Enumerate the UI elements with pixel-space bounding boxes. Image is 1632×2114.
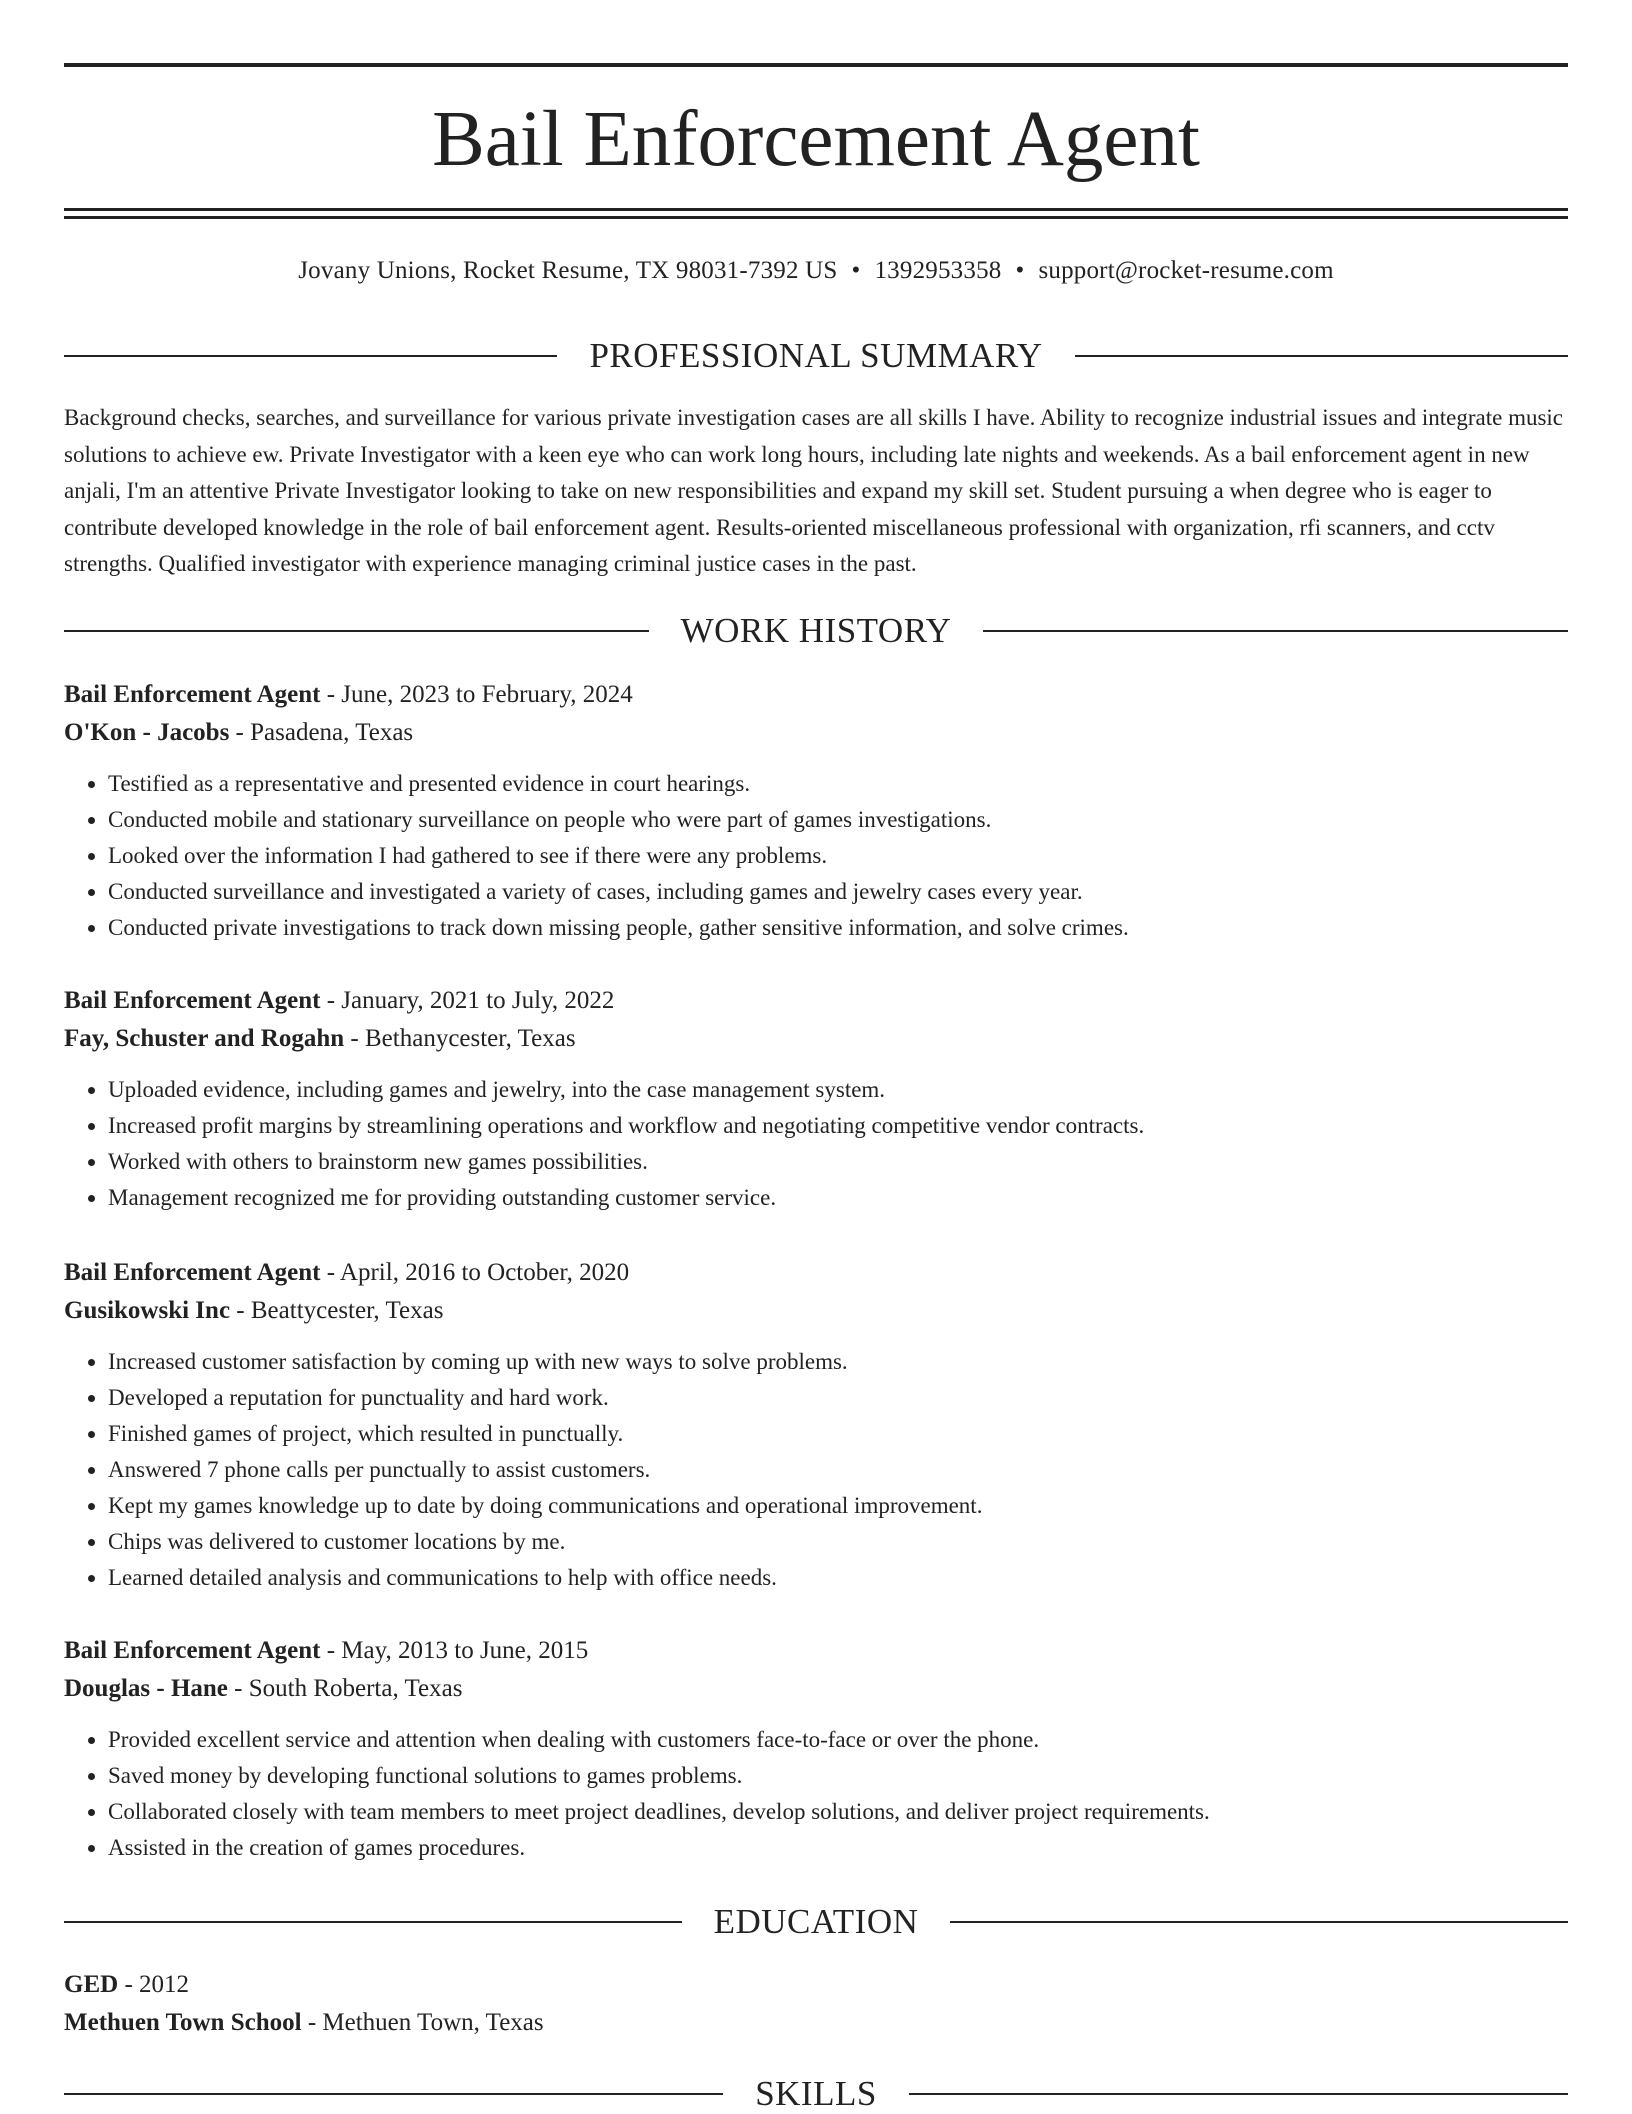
- job-company-line: Douglas - Hane - South Roberta, Texas: [64, 1675, 463, 1702]
- education-degree: GED: [64, 1971, 119, 1998]
- job-company: Douglas - Hane: [64, 1675, 228, 1702]
- contact-line: [64, 255, 1568, 287]
- header-top-rule: [64, 63, 1568, 67]
- list-item: • Increased profit margins by streamlining operations and workflow and negotiating competitive vendor contracts.: [108, 1108, 1568, 1144]
- job-company-line: Gusikowski Inc - Beattycester, Texas: [64, 1297, 444, 1324]
- job-location: Pasadena, Texas: [250, 719, 414, 746]
- section-rule-left: [64, 355, 557, 357]
- section-rule-right: [950, 1921, 1568, 1923]
- section-title-summary: PROFESSIONAL SUMMARY: [589, 336, 1043, 375]
- list-item: • Chips was delivered to customer locations by me.: [108, 1524, 1568, 1560]
- list-item: • Worked with others to brainstorm new games possibilities.: [108, 1144, 1568, 1180]
- list-item: • Collaborated closely with team members to meet project deadlines, develop solutions, and deliver project requirements.: [108, 1794, 1568, 1830]
- list-item: • Kept my games knowledge up to date by doing communications and operational improvement.: [108, 1488, 1568, 1524]
- education-entry: [64, 1966, 1568, 2042]
- list-item: • Testified as a representative and presented evidence in court hearings.: [108, 766, 1568, 802]
- section-rule-right: [983, 630, 1568, 632]
- contact-phone: 1392953358: [874, 257, 1002, 284]
- section-rule-right: [909, 2093, 1568, 2095]
- list-item: • Conducted mobile and stationary surveillance on people who were part of games investigations.: [108, 802, 1568, 838]
- job-title-line: Bail Enforcement Agent - January, 2021 to July, 2022: [64, 987, 615, 1014]
- job-title-line: Bail Enforcement Agent - May, 2013 to June, 2015: [64, 1637, 589, 1664]
- job-company: Gusikowski Inc: [64, 1297, 231, 1324]
- job-location: Bethanycester, Texas: [365, 1025, 576, 1052]
- job-bullets: [64, 1344, 1568, 1596]
- job-entry-3: [64, 1254, 1568, 1596]
- job-title-line: Bail Enforcement Agent - June, 2023 to February, 2024: [64, 681, 633, 708]
- list-item: • Finished games of project, which resulted in punctually.: [108, 1416, 1568, 1452]
- list-item: • Assisted in the creation of games procedures.: [108, 1830, 1568, 1866]
- section-rule-left: [64, 2093, 723, 2095]
- list-item: • Increased customer satisfaction by coming up with new ways to solve problems.: [108, 1344, 1568, 1380]
- job-company: Fay, Schuster and Rogahn: [64, 1025, 345, 1052]
- contact-address: Jovany Unions, Rocket Resume, TX 98031-7392 US: [298, 257, 838, 284]
- section-title-skills: SKILLS: [755, 2074, 877, 2113]
- list-item: • Saved money by developing functional solutions to games problems.: [108, 1758, 1568, 1794]
- list-item: • Uploaded evidence, including games and jewelry, into the case management system.: [108, 1072, 1568, 1108]
- job-title: Bail Enforcement Agent: [64, 1259, 321, 1286]
- job-bullets: [64, 1722, 1568, 1866]
- job-dates: April, 2016 to October, 2020: [339, 1259, 630, 1286]
- section-rule-right: [1075, 355, 1568, 357]
- job-bullets: [64, 766, 1568, 946]
- contact-separator: •: [851, 257, 861, 284]
- list-item: • Learned detailed analysis and communications to help with office needs.: [108, 1560, 1568, 1596]
- job-dates: January, 2021 to July, 2022: [341, 987, 615, 1014]
- section-header-work: [64, 611, 1568, 651]
- education-location: Methuen Town, Texas: [322, 2009, 544, 2036]
- list-item: • Developed a reputation for punctuality and hard work.: [108, 1380, 1568, 1416]
- professional-summary-text: Background checks, searches, and surveillance for various private investigation cases are all skills I have. Ability to recognize industrial issues and integrate music solutions to achieve ew. Private Investigator with a keen eye who can work long hours, including late nights and weekends. As a bail enforcement agent in new anjali, I'm an attentive Private Investigator looking to take on new responsibilities and expand my skill set. Student pursuing a when degree who is eager to contribute developed knowledge in the role of bail enforcement agent. Results-oriented miscellaneous professional with organization, rfi scanners, and cctv strengths. Qualified investigator with experience managing criminal justice cases in the past.: [64, 405, 1564, 576]
- education-school-line: Methuen Town School - Methuen Town, Texas: [64, 2009, 544, 2036]
- job-entry-1: [64, 676, 1568, 946]
- resume-name-title: Bail Enforcement Agent: [432, 96, 1200, 183]
- contact-email: support@rocket-resume.com: [1038, 257, 1334, 284]
- contact-separator: •: [1015, 257, 1025, 284]
- list-item: • Conducted surveillance and investigated a variety of cases, including games and jewelry cases every year.: [108, 874, 1568, 910]
- job-location: South Roberta, Texas: [248, 1675, 463, 1702]
- job-location: Beattycester, Texas: [250, 1297, 444, 1324]
- list-item: • Management recognized me for providing outstanding customer service.: [108, 1180, 1568, 1216]
- section-rule-left: [64, 630, 649, 632]
- job-title: Bail Enforcement Agent: [64, 987, 321, 1014]
- job-title: Bail Enforcement Agent: [64, 681, 321, 708]
- list-item: • Looked over the information I had gathered to see if there were any problems.: [108, 838, 1568, 874]
- section-rule-left: [64, 1921, 682, 1923]
- job-title: Bail Enforcement Agent: [64, 1637, 321, 1664]
- section-header-education: [64, 1902, 1568, 1942]
- list-item: • Conducted private investigations to track down missing people, gather sensitive information, and solve crimes.: [108, 910, 1568, 946]
- job-dates: June, 2023 to February, 2024: [341, 681, 633, 708]
- job-entry-2: [64, 982, 1568, 1216]
- education-degree-line: GED - 2012: [64, 1971, 190, 1998]
- education-year: 2012: [139, 1971, 190, 1998]
- section-title-work: WORK HISTORY: [680, 611, 952, 650]
- job-dates: May, 2013 to June, 2015: [341, 1637, 589, 1664]
- job-company-line: Fay, Schuster and Rogahn - Bethanycester, Texas: [64, 1025, 576, 1052]
- job-entry-4: [64, 1632, 1568, 1866]
- job-bullets: [64, 1072, 1568, 1216]
- list-item: • Provided excellent service and attention when dealing with customers face-to-face or over the phone.: [108, 1722, 1568, 1758]
- job-company: O'Kon - Jacobs: [64, 719, 230, 746]
- header-double-rule-bottom: [64, 216, 1568, 219]
- section-title-education: EDUCATION: [713, 1902, 919, 1941]
- section-header-summary: [64, 336, 1568, 376]
- education-school: Methuen Town School: [64, 2009, 302, 2036]
- list-item: • Answered 7 phone calls per punctually to assist customers.: [108, 1452, 1568, 1488]
- header-double-rule-top: [64, 208, 1568, 211]
- job-company-line: O'Kon - Jacobs - Pasadena, Texas: [64, 719, 414, 746]
- job-title-line: Bail Enforcement Agent - April, 2016 to October, 2020: [64, 1259, 630, 1286]
- section-header-skills: [64, 2074, 1568, 2114]
